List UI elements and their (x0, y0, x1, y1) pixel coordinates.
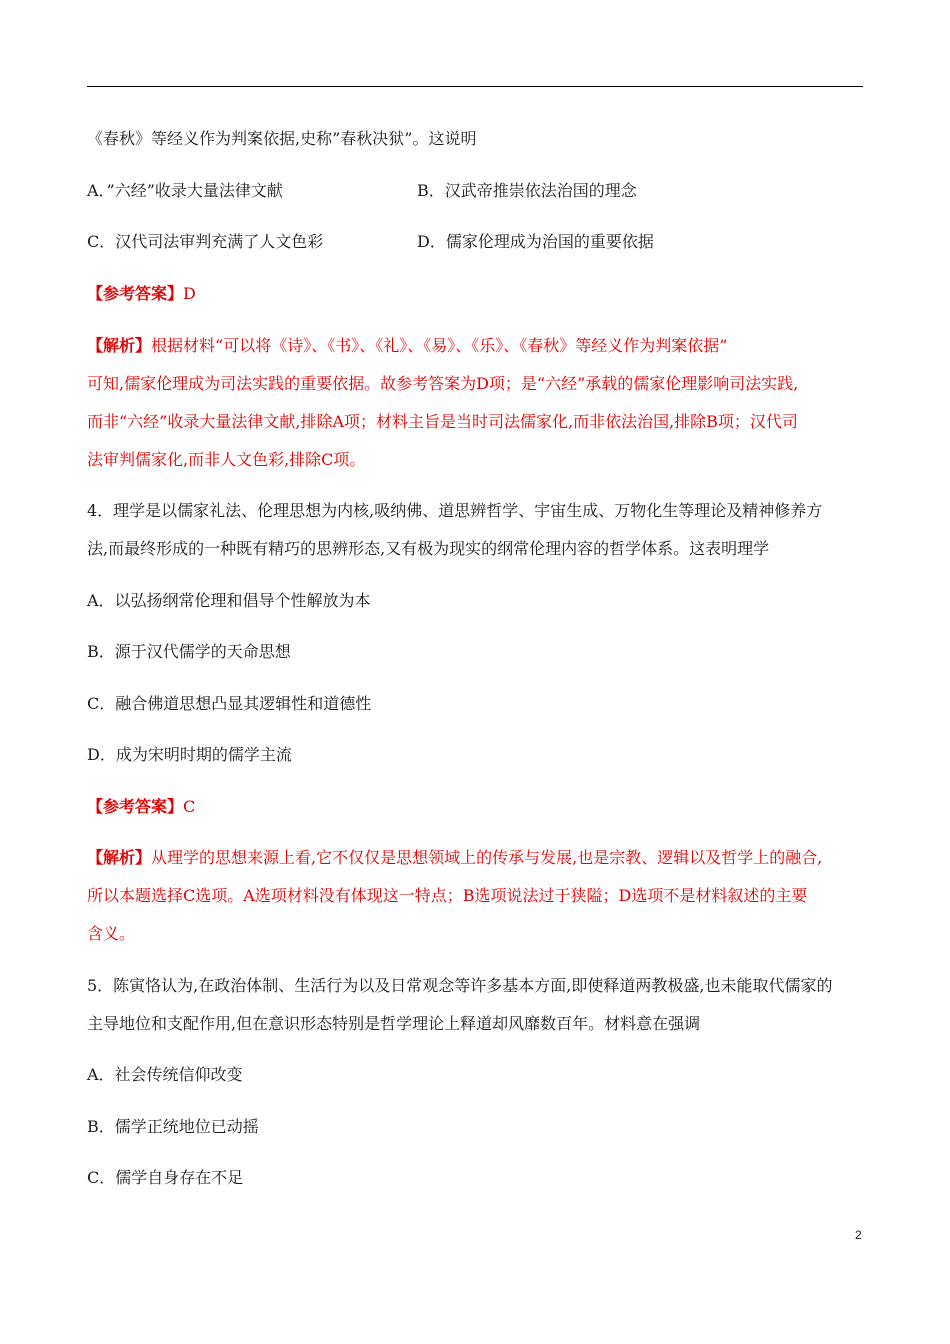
q4-answer-label: 【参考答案】 (87, 797, 184, 816)
q3-stem-tail: 《春秋》等经义作为判案依据,史称”春秋决狱”。这说明 (87, 129, 477, 148)
q3-answer-value: D (183, 284, 196, 303)
q4-analysis-line-2: 所以本题选择C选项。A选项材料没有体现这一特点；B选项说法过于狭隘；D选项不是材料叙述的主要 (87, 886, 808, 905)
q5-option-b: B．儒学正统地位已动摇 (87, 1117, 259, 1136)
q4-analysis-label: 【解析】 (87, 848, 152, 867)
q3-answer-label: 【参考答案】 (87, 284, 184, 303)
q4-answer (87, 797, 195, 817)
q3-answer (87, 284, 196, 304)
q4-stem-line-1: 4．理学是以儒家礼法、伦理思想为内核,吸纳佛、道思辨哲学、宇宙生成、万物化生等理论及精神修养方 (87, 501, 823, 520)
q4-option-c: C．融合佛道思想凸显其逻辑性和道德性 (87, 694, 372, 713)
q3-analysis-line-3: 而非“六经”收录大量法律文献,排除A项；材料主旨是当时司法儒家化,而非依法治国,排除B项；汉代司 (87, 412, 798, 431)
q3-option-d: D．儒家伦理成为治国的重要依据 (417, 232, 654, 251)
q4-analysis-line-1: 【解析】从理学的思想来源上看,它不仅仅是思想领域上的传承与发展,也是宗教、逻辑以及哲学上的融合, (87, 848, 823, 867)
q4-analysis-line-3: 含义。 (87, 924, 136, 943)
q3-option-c: C．汉代司法审判充满了人文色彩 (87, 232, 324, 251)
q5-stem-line-1: 5．陈寅恪认为,在政治体制、生活行为以及日常观念等许多基本方面,即使释道两教极盛,也未能取代儒家的 (87, 976, 833, 995)
q5-option-a: A．社会传统信仰改变 (87, 1065, 243, 1084)
page-number: 2 (855, 1228, 862, 1242)
q3-analysis-line-4: 法审判儒家化,而非人文色彩,排除C项。 (87, 450, 366, 469)
q3-option-a: A．”六经”收录大量法律文献 (87, 181, 283, 200)
q5-option-c: C．儒学自身存在不足 (87, 1168, 244, 1187)
header-rule (87, 86, 863, 87)
q4-option-b: B．源于汉代儒学的天命思想 (87, 642, 291, 661)
q4-answer-value: C (183, 797, 196, 816)
q4-option-d: D．成为宋明时期的儒学主流 (87, 745, 292, 764)
q4-stem-line-2: 法,而最终形成的一种既有精巧的思辨形态,又有极为现实的纲常伦理内容的哲学体系。这表明理学 (87, 539, 770, 558)
q3-analysis-label: 【解析】 (87, 336, 152, 355)
q3-option-b: B．汉武帝推崇依法治国的理念 (417, 181, 637, 200)
q3-analysis-line-1: 【解析】根据材料“可以将《诗》、《书》、《礼》、《易》、《乐》、《春秋》等经义作为判案依据” (87, 336, 728, 355)
q5-stem-line-2: 主导地位和支配作用,但在意识形态特别是哲学理论上释道却风靡数百年。材料意在强调 (87, 1014, 701, 1033)
q3-analysis-line-2: 可知,儒家伦理成为司法实践的重要依据。故参考答案为D项；是“六经”承载的儒家伦理影响司法实践, (87, 374, 799, 393)
q4-option-a: A．以弘扬纲常伦理和倡导个性解放为本 (87, 591, 371, 610)
